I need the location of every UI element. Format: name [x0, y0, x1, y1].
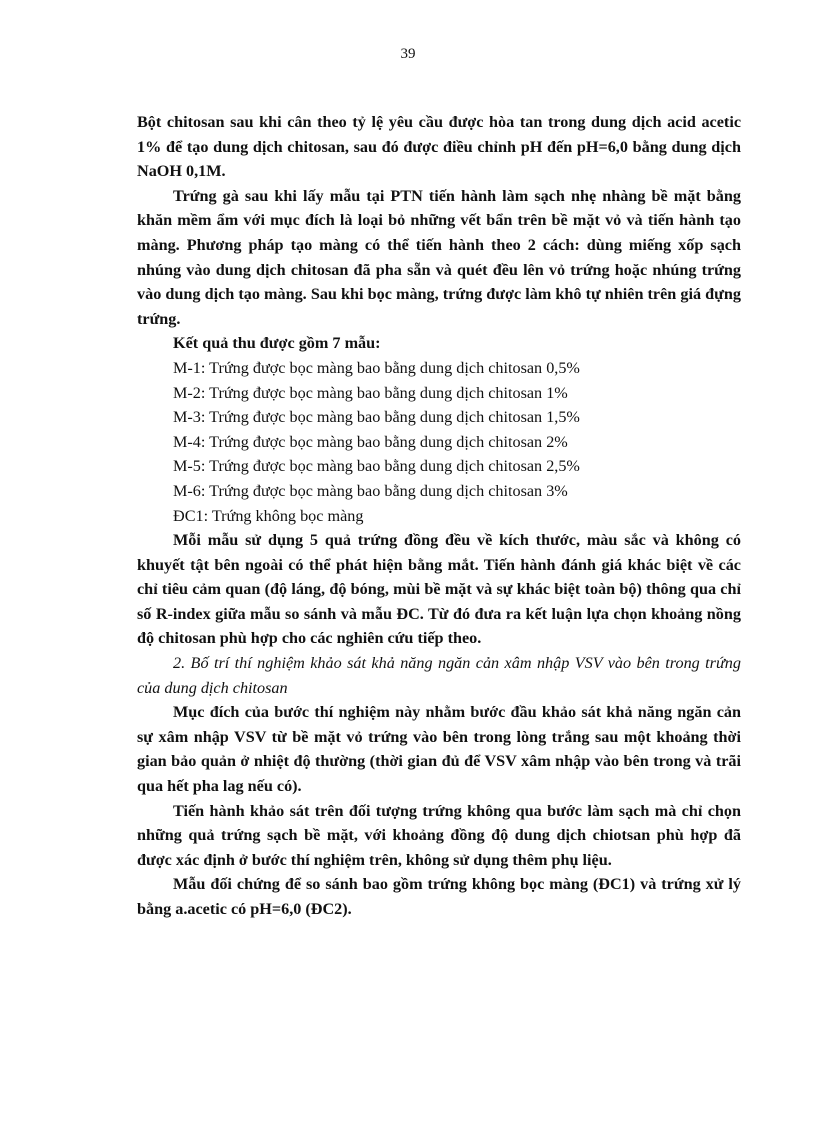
paragraph-evaluation: Mỗi mẫu sử dụng 5 quả trứng đồng đều về kích thước, màu sắc và không có khuyết tật bên ngoài có thể phát hiện bằng mắt. Tiến hành đánh giá khác biệt về các chỉ tiêu cảm quan (độ láng, độ bóng, mùi bề mặt và sự khác biệt toàn bộ) thông qua chỉ số R-index giữa mẫu so sánh và mẫu ĐC. Từ đó đưa ra kết luận lựa chọn khoảng nồng độ chitosan phù hợp cho các nghiên cứu tiếp theo.: [137, 531, 741, 648]
sample-item: M-3: Trứng được bọc màng bao bằng dung dịch chitosan 1,5%: [173, 408, 580, 427]
sample-item: M-4: Trứng được bọc màng bao bằng dung dịch chitosan 2%: [173, 432, 568, 451]
page-number: 39: [400, 46, 416, 62]
body-text: [137, 110, 741, 922]
paragraph-chitosan-preparation: Bột chitosan sau khi cân theo tỷ lệ yêu cầu được hòa tan trong dung dịch acid acetic 1% để tạo dung dịch chitosan, sau đó được điều chỉnh pH đến pH=6,0 bằng dung dịch NaOH 0,1M.: [137, 113, 741, 181]
paragraph-egg-coating: Trứng gà sau khi lấy mẫu tại PTN tiến hành làm sạch nhẹ nhàng bề mặt bằng khăn mềm ẩm với mục đích là loại bỏ những vết bẩn trên bề mặt vỏ và tiến hành tạo màng. Phương pháp tạo màng có thể tiến hành theo 2 cách: dùng miếng xốp sạch nhúng vào dung dịch chitosan đã pha sẵn và quét đều lên vỏ trứng hoặc nhúng trứng vào dung dịch tạo màng. Sau khi bọc màng, trứng được làm khô tự nhiên trên giá đựng trứng.: [137, 186, 741, 328]
paragraph-purpose: Mục đích của bước thí nghiệm này nhằm bước đầu khảo sát khả năng ngăn cản sự xâm nhập VSV từ bề mặt vỏ trứng vào bên trong lòng trắng sau một khoảng thời gian bảo quản ở nhiệt độ thường (thời gian đủ để VSV xâm nhập vào bên trong và trãi qua hết pha lag nếu có).: [137, 703, 741, 796]
paragraph-procedure: Tiến hành khảo sát trên đối tượng trứng không qua bước làm sạch mà chỉ chọn những quả trứng sạch bề mặt, với khoảng đồng độ dung dịch chiotsan phù hợp đã được xác định ở bước thí nghiệm trên, không sử dụng thêm phụ liệu.: [137, 801, 741, 869]
sample-item: ĐC1: Trứng không bọc màng: [173, 506, 364, 525]
section-heading-2: 2. Bố trí thí nghiệm khảo sát khả năng ngăn cản xâm nhập VSV vào bên trong trứng của dung dịch chitosan: [137, 654, 741, 697]
paragraph-results-intro: Kết quả thu được gồm 7 mẫu:: [173, 334, 381, 353]
paragraph-control-samples: Mẫu đối chứng để so sánh bao gồm trứng không bọc màng (ĐC1) và trứng xử lý bằng a.acetic có pH=6,0 (ĐC2).: [137, 875, 741, 918]
sample-item: M-2: Trứng được bọc màng bao bằng dung dịch chitosan 1%: [173, 383, 568, 402]
sample-item: M-1: Trứng được bọc màng bao bằng dung dịch chitosan 0,5%: [173, 358, 580, 377]
sample-item: M-5: Trứng được bọc màng bao bằng dung dịch chitosan 2,5%: [173, 457, 580, 476]
sample-item: M-6: Trứng được bọc màng bao bằng dung dịch chitosan 3%: [173, 481, 568, 500]
